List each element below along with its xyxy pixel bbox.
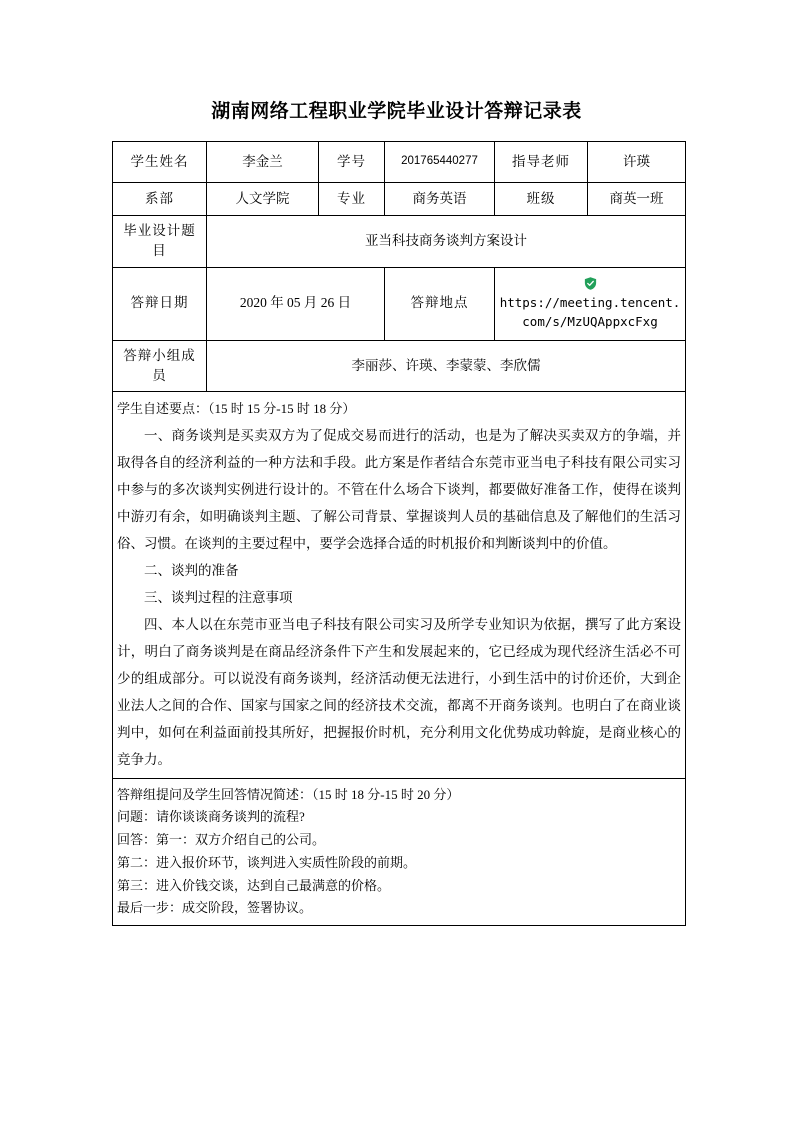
department-label: 系部: [113, 183, 207, 216]
student-statement-heading: 学生自述要点：（15 时 15 分-15 时 18 分）: [117, 401, 356, 416]
statement-paragraph: 三、谈判过程的注意事项: [144, 589, 293, 605]
table-row: [113, 216, 686, 268]
topic-label: 毕业设计题目: [113, 216, 207, 268]
table-row: [113, 778, 686, 926]
advisor-value: 许瑛: [588, 142, 686, 183]
student-id-label: 学号: [319, 142, 385, 183]
qa-line: 第二：进入报价环节，谈判进入实质性阶段的前期。: [117, 854, 417, 870]
group-members-value: 李丽莎、许瑛、李蒙蒙、李欣儒: [207, 340, 686, 392]
qa-line: 最后一步：成交阶段，签署协议。: [117, 900, 313, 916]
advisor-label: 指导老师: [495, 142, 588, 183]
major-value: 商务英语: [385, 183, 495, 216]
defense-date-value: 2020 年 05 月 26 日: [207, 267, 385, 340]
page-title: 湖南网络工程职业学院毕业设计答辩记录表: [211, 101, 582, 122]
qa-line: 问题：请你谈谈商务谈判的流程?: [117, 809, 305, 825]
group-members-label: 答辩小组成员: [113, 340, 207, 392]
statement-paragraph: 一、商务谈判是买卖双方为了促成交易而进行的活动，也是为了解决买卖双方的争端，并取得各自的经济利益的一种方法和手段。此方案是作者结合东莞市亚当电子科技有限公司实习中参与的多次谈判实例进行设计的。不管在什么场合下谈判，都要做好准备工作，使得在谈判中游刃有余，如明确谈判主题、了解公司背景、掌握谈判人员的基础信息及了解他们的生活习俗、习惯。在谈判的主要过程中，要学会选择合适的时机报价和判断谈判中的价值。: [117, 427, 681, 551]
verified-shield-icon: [583, 276, 598, 291]
student-id-value: 201765440277: [385, 142, 495, 183]
table-row: [113, 142, 686, 183]
qa-line: 回答：第一：双方介绍自己的公司。: [117, 832, 326, 848]
student-name-value: 李金兰: [207, 142, 319, 183]
table-row: [113, 267, 686, 340]
department-value: 人文学院: [207, 183, 319, 216]
table-row: [113, 340, 686, 392]
defense-place-label: 答辩地点: [385, 267, 495, 340]
class-label: 班级: [495, 183, 588, 216]
major-label: 专业: [319, 183, 385, 216]
qa-heading: 答辩组提问及学生回答情况简述：（15 时 18 分-15 时 20 分）: [117, 786, 460, 802]
table-row: [113, 392, 686, 779]
statement-paragraph: 二、谈判的准备: [144, 562, 239, 578]
statement-paragraph: 四、本人以在东莞市亚当电子科技有限公司实习及所学专业知识为依据，撰写了此方案设计，明白了商务谈判是在商品经济条件下产生和发展起来的，它已经成为现代经济生活必不可少的组成部分。可以说没有商务谈判，经济活动便无法进行，小到生活中的讨价还价，大到企业法人之间的合作、国家与国家之间的经济技术交流，都离不开商务谈判。也明白了在商业谈判中，如何在利益面前投其所好，把握报价时机，充分利用文化优势成功斡旋，是商业核心的竞争力。: [117, 616, 681, 767]
qa-line: 第三：进入价钱交谈，达到自己最满意的价格。: [117, 877, 391, 893]
student-name-label: 学生姓名: [113, 142, 207, 183]
defense-place-cell: [495, 267, 686, 340]
defense-record-table: [112, 141, 686, 926]
topic-value: 亚当科技商务谈判方案设计: [207, 216, 686, 268]
defense-date-label: 答辩日期: [113, 267, 207, 340]
meeting-link[interactable]: https://meeting.tencent.com/s/MzUQAppxcFxg: [499, 294, 681, 329]
class-value: 商英一班: [588, 183, 686, 216]
student-statement-cell: [113, 392, 686, 779]
qa-summary-cell: [113, 778, 686, 926]
table-row: [113, 183, 686, 216]
